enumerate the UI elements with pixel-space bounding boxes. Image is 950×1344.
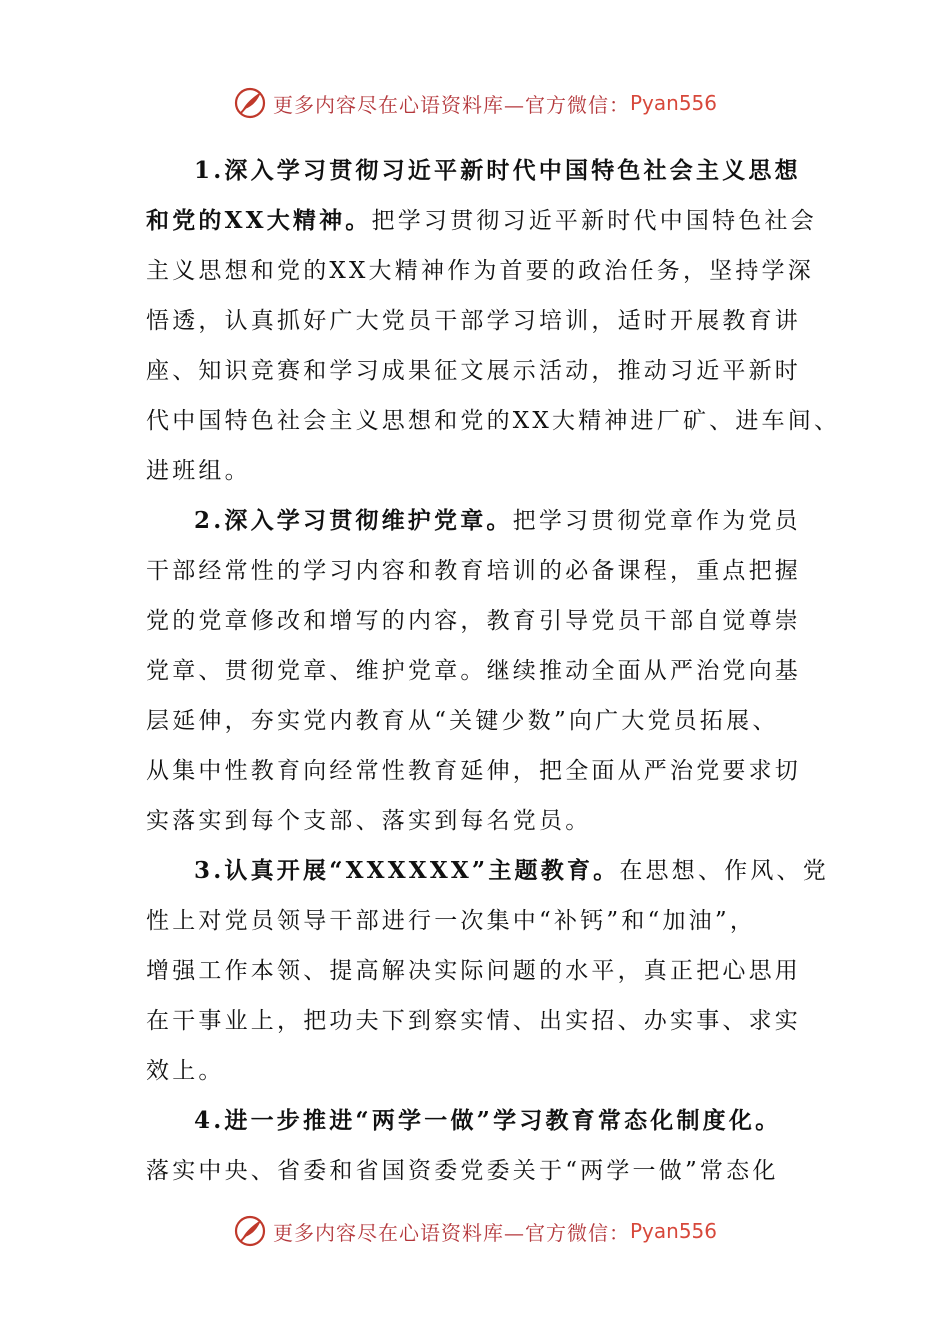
watermark-text: 更多内容尽在心语资料库—官方微信：	[272, 1220, 630, 1245]
paragraph-text: 从集中性教育向经常性教育延伸，把全面从严治党要求切	[146, 758, 801, 784]
paragraph-text: 把学习贯彻习近平新时代中国特色社会	[371, 208, 817, 234]
paragraph-line	[146, 896, 806, 946]
quill-logo-icon	[233, 1214, 267, 1248]
footer-watermark	[0, 1211, 950, 1251]
paragraph-text: 党的党章修改和增写的内容，教育引导党员干部自觉尊崇	[146, 608, 801, 634]
paragraph-text: 在思想、作风、党	[619, 858, 829, 884]
paragraph-line	[146, 196, 817, 246]
paragraph-line	[146, 796, 806, 846]
paragraph-line	[146, 396, 841, 446]
paragraph-text: 悟透，认真抓好广大党员干部学习培训，适时开展教育讲	[146, 308, 801, 334]
paragraph-text: 效上。	[146, 1058, 225, 1084]
paragraph-text: 落实中央、省委和省国资委党委关于“两学一做”常态化	[146, 1158, 779, 1184]
paragraph-heading: 和党的XX大精神。	[146, 207, 372, 234]
paragraph-line	[146, 546, 806, 596]
paragraph-line	[146, 296, 806, 346]
paragraph-text: 代中国特色社会主义思想和党的XX大精神进厂矿、进车间、	[146, 408, 841, 434]
header-watermark	[0, 83, 950, 123]
paragraph-heading: 1.深入学习贯彻习近平新时代中国特色社会主义思想	[194, 157, 801, 184]
paragraph-line	[146, 696, 806, 746]
paragraph-text: 主义思想和党的XX大精神作为首要的政治任务，坚持学深	[146, 258, 814, 284]
quill-logo-icon	[233, 86, 267, 120]
document-body	[146, 146, 841, 1196]
watermark-wechat-id: Pyan556	[629, 1219, 717, 1243]
paragraph-line	[146, 596, 806, 646]
paragraph-text: 党章、贯彻党章、维护党章。继续推动全面从严治党向基	[146, 658, 801, 684]
paragraph-line	[146, 246, 814, 296]
paragraph-line	[146, 1146, 806, 1196]
paragraph-first-line	[146, 146, 806, 196]
paragraph-line	[146, 996, 806, 1046]
paragraph-text: 干部经常性的学习内容和教育培训的必备课程，重点把握	[146, 558, 801, 584]
paragraph-text: 在干事业上，把功夫下到察实情、出实招、办实事、求实	[146, 1008, 801, 1034]
paragraph-line	[146, 746, 806, 796]
paragraph-heading: 2.深入学习贯彻维护党章。	[194, 507, 513, 534]
paragraph-text: 性上对党员领导干部进行一次集中“补钙”和“加油”，	[146, 908, 757, 934]
paragraph-first-line	[146, 1096, 806, 1146]
paragraph-line	[146, 946, 806, 996]
watermark-text: 更多内容尽在心语资料库—官方微信：	[272, 92, 630, 117]
paragraph-heading: 4.进一步推进“两学一做”学习教育常态化制度化。	[194, 1107, 782, 1134]
paragraph-line	[146, 446, 806, 496]
paragraph-text: 层延伸，夯实党内教育从“关键少数”向广大党员拓展、	[146, 708, 779, 734]
paragraph-heading: 3.认真开展“XXXXXX”主题教育。	[194, 857, 620, 884]
paragraph-text: 增强工作本领、提高解决实际问题的水平，真正把心思用	[146, 958, 801, 984]
paragraph-line	[146, 1046, 806, 1096]
paragraph-text: 把学习贯彻党章作为党员	[512, 508, 801, 534]
paragraph-line	[146, 346, 806, 396]
watermark-wechat-id: Pyan556	[629, 91, 717, 115]
paragraph-text: 座、知识竞赛和学习成果征文展示活动，推动习近平新时	[146, 358, 801, 384]
paragraph-text: 进班组。	[146, 458, 251, 484]
paragraph-text: 实落实到每个支部、落实到每名党员。	[146, 808, 592, 834]
paragraph-first-line	[146, 496, 806, 546]
paragraph-first-line	[146, 846, 829, 896]
paragraph-line	[146, 646, 806, 696]
